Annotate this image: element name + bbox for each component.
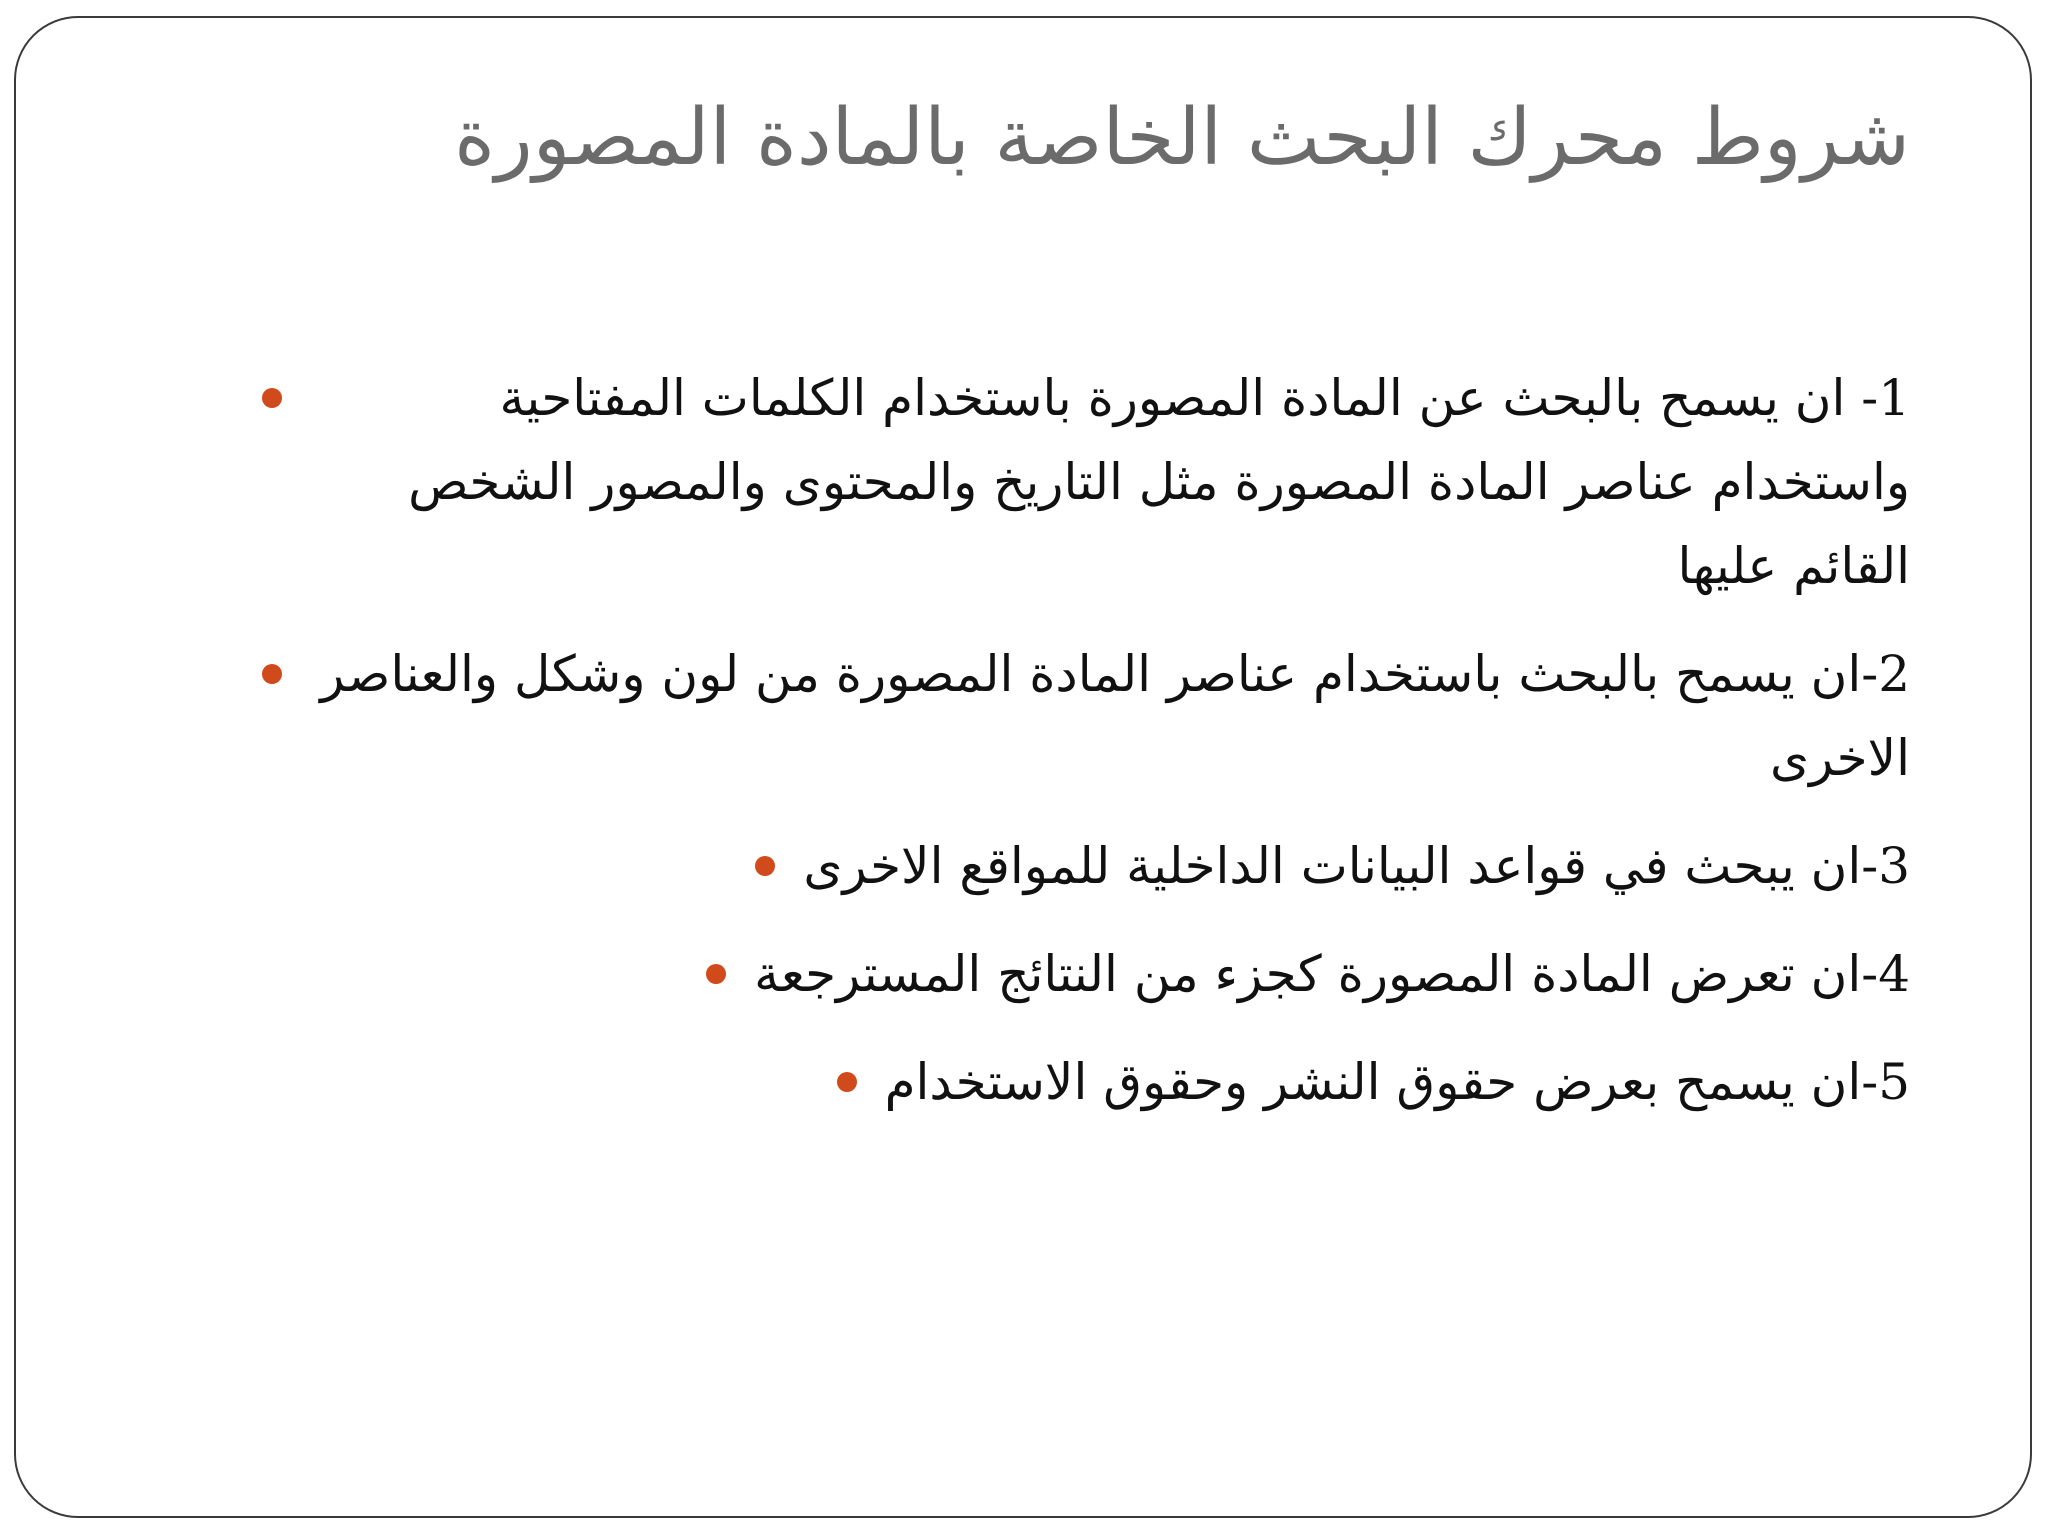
bullet-list: [190, 356, 1910, 1148]
bullet-item-text: 4-ان تعرض المادة المصورة كجزء من النتائج المسترجعة: [754, 945, 1910, 1003]
bullet-item: [190, 824, 1910, 908]
bullet-item: [190, 932, 1910, 1016]
bullet-item-text: 3-ان يبحث في قواعد البيانات الداخلية للمواقع الاخرى: [803, 837, 1910, 895]
bullet-dot-icon: [706, 964, 726, 984]
slide-title: شروط محرك البحث الخاصة بالمادة المصورة: [454, 93, 1910, 183]
bullet-item-text: 2-ان يسمح بالبحث باستخدام عناصر المادة المصورة من لون وشكل والعناصر الاخرى: [320, 645, 1910, 787]
bullet-item-text: 5-ان يسمح بعرض حقوق النشر وحقوق الاستخدام: [884, 1053, 1910, 1111]
slide-frame: [14, 16, 2032, 1518]
bullet-dot-icon: [837, 1072, 857, 1092]
bullet-item-text: 1- ان يسمح بالبحث عن المادة المصورة باستخدام الكلمات المفتاحية واستخدام عناصر المادة المصورة مثل التاريخ والمحتوى والمصور الشخص القائم عليها: [408, 369, 1910, 595]
bullet-dot-icon: [755, 856, 775, 876]
bullet-item: [190, 1040, 1910, 1124]
bullet-dot-icon: [262, 664, 282, 684]
bullet-dot-icon: [262, 388, 282, 408]
bullet-item: [190, 632, 1910, 800]
bullet-item: [190, 356, 1910, 608]
